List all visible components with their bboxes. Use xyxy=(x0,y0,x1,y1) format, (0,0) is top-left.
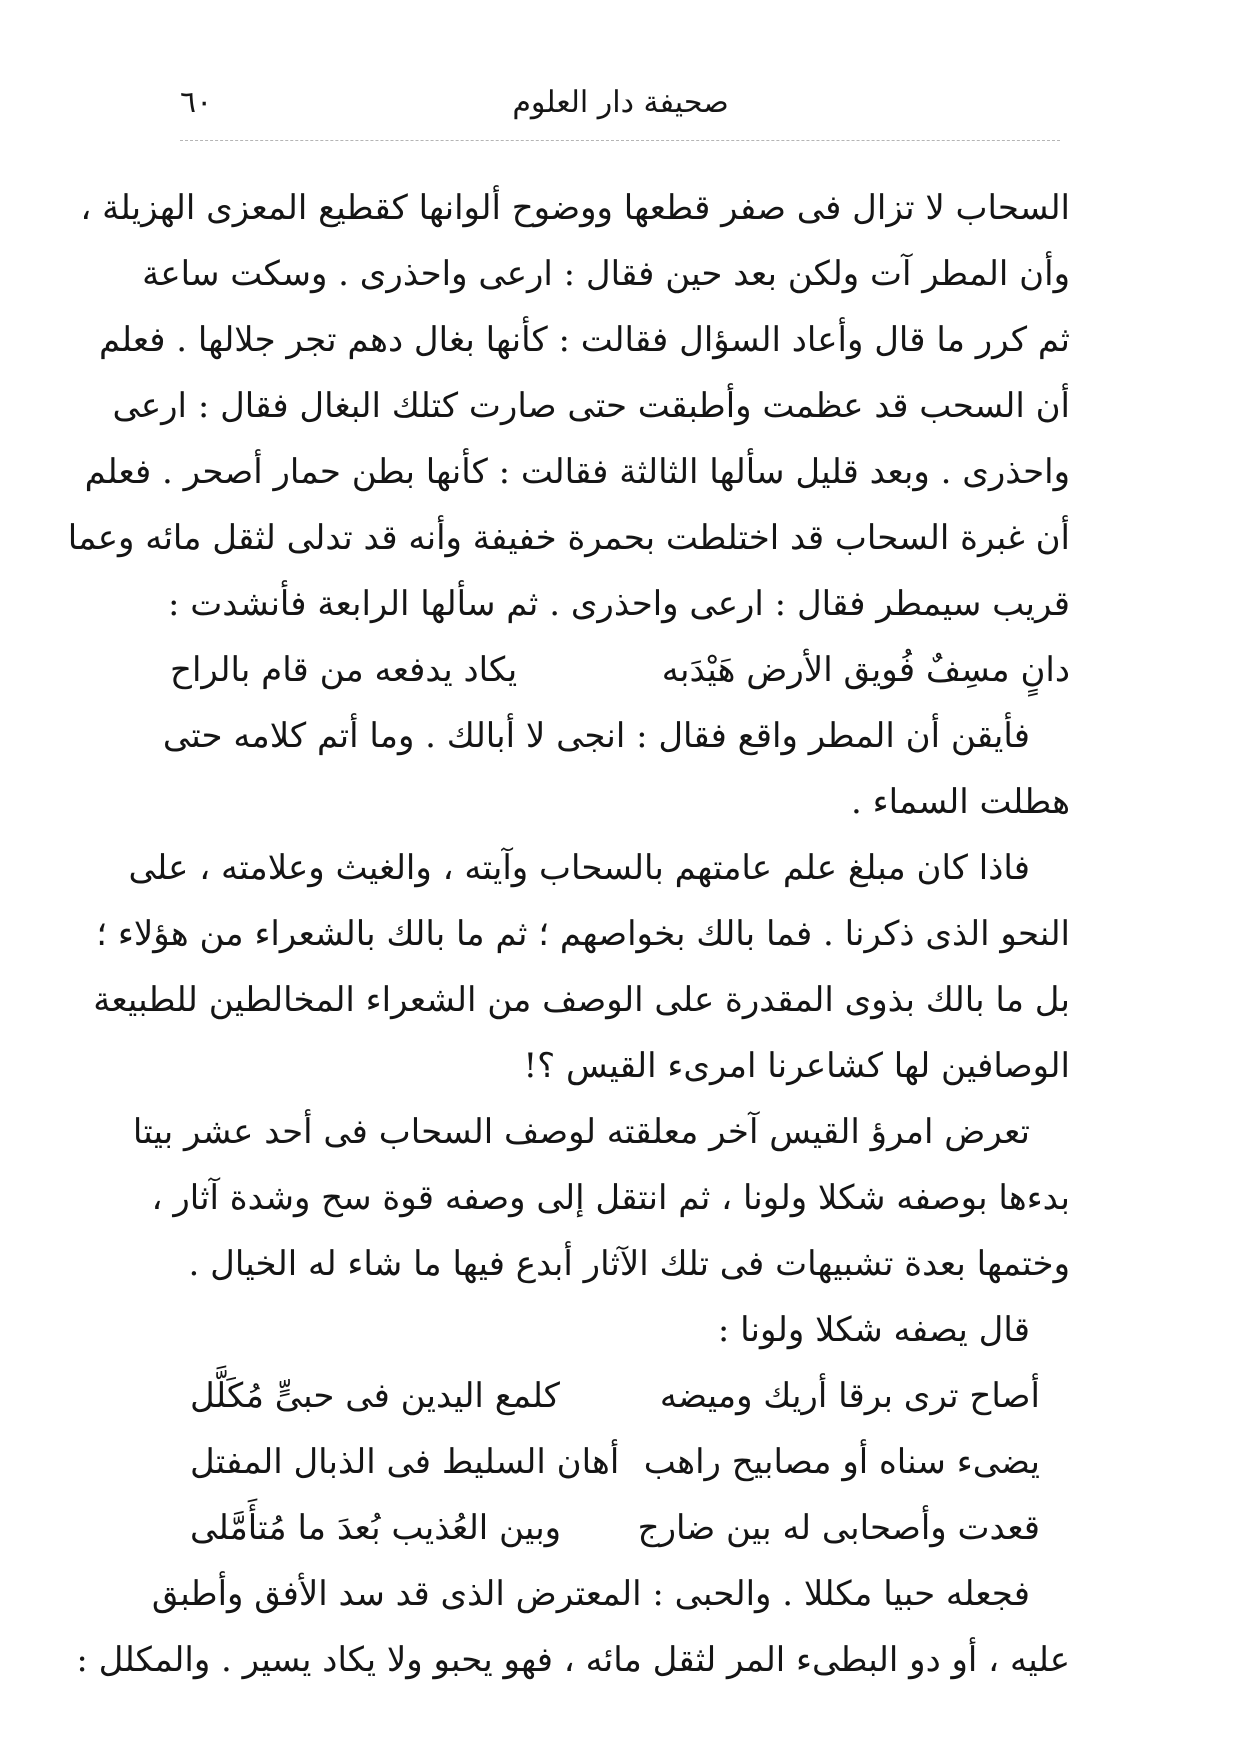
text-line: وختمها بعدة تشبيهات فى تلك الآثار أبدع فيها ما شاء له الخيال . xyxy=(188,1244,1070,1284)
verse-first-hemistich: يضىء سناه أو مصابيح راهب xyxy=(643,1442,1040,1482)
text-line: ثم كرر ما قال وأعاد السؤال فقالت : كأنها بغال دهم تجر جلالها . فعلم xyxy=(98,320,1070,360)
verse-line xyxy=(170,1363,1070,1429)
text-line: تعرض امرؤ القيس آخر معلقته لوصف السحاب فى أحد عشر بيتا xyxy=(132,1112,1030,1152)
text-line: بدءها بوصفه شكلا ولونا ، ثم انتقل إلى وصفه قوة سح وشدة آثار ، xyxy=(151,1178,1070,1218)
text-line: عليه ، أو دو البطىء المر لثقل مائه ، فهو يحبو ولا يكاد يسير . والمكلل : xyxy=(76,1640,1070,1680)
text-line: الوصافين لها كشاعرنا امرىء القيس ؟! xyxy=(523,1046,1070,1086)
verse-first-hemistich: أصاح ترى برقا أريك وميضه xyxy=(659,1376,1040,1416)
verse-line xyxy=(170,1495,1070,1561)
text-line: أن السحب قد عظمت وأطبقت حتى صارت كتلك البغال فقال : ارعى xyxy=(112,386,1070,426)
text-line: هطلت السماء . xyxy=(850,782,1070,822)
verse-first-hemistich: دانٍ مسِفٌ فُويق الأرض هَيْدَبه xyxy=(661,650,1070,690)
page-number: ٦٠ xyxy=(180,85,213,120)
running-title: صحيفة دار العلوم xyxy=(512,85,729,120)
text-line: بل ما بالك بذوى المقدرة على الوصف من الشعراء المخالطين للطبيعة xyxy=(93,980,1070,1020)
text-line: فاذا كان مبلغ علم عامتهم بالسحاب وآيته ، والغيث وعلامته ، على xyxy=(128,848,1030,888)
text-line: السحاب لا تزال فى صفر قطعها ووضوح ألوانها كقطيع المعزى الهزيلة ، xyxy=(80,188,1070,228)
text-line: وأن المطر آت ولكن بعد حين فقال : ارعى واحذرى . وسكت ساعة xyxy=(142,254,1070,294)
header-rule xyxy=(180,140,1060,141)
text-line: قريب سيمطر فقال : ارعى واحذرى . ثم سألها الرابعة فأنشدت : xyxy=(168,584,1070,624)
body-text xyxy=(67,175,1070,1693)
text-line: النحو الذى ذكرنا . فما بالك بخواصهم ؛ ثم ما بالك بالشعراء من هؤلاء ؛ xyxy=(96,914,1070,954)
page-header xyxy=(0,85,1241,130)
verse-line xyxy=(170,1429,1070,1495)
verse-second-hemistich: وبين العُذيب بُعدَ ما مُتأَمَّلى xyxy=(190,1508,562,1548)
verse-first-hemistich: قعدت وأصحابى له بين ضارج xyxy=(637,1508,1040,1548)
verse-second-hemistich: كلمع اليدين فى حبىٍّ مُكَلَّل xyxy=(190,1376,560,1416)
verse-line xyxy=(170,637,1070,703)
text-line: أن غبرة السحاب قد اختلطت بحمرة خفيفة وأنه قد تدلى لثقل مائه وعما xyxy=(67,518,1070,558)
verse-second-hemistich: أهان السليط فى الذبال المفتل xyxy=(190,1442,620,1482)
text-line: فأيقن أن المطر واقع فقال : انجى لا أبالك . وما أتم كلامه حتى xyxy=(162,716,1030,756)
text-line: واحذرى . وبعد قليل سألها الثالثة فقالت : كأنها بطن حمار أصحر . فعلم xyxy=(84,452,1070,492)
verse-intro: قال يصفه شكلا ولونا : xyxy=(717,1310,1030,1350)
text-line: فجعله حبيا مكللا . والحبى : المعترض الذى قد سد الأفق وأطبق xyxy=(151,1574,1030,1614)
verse-second-hemistich: يكاد يدفعه من قام بالراح xyxy=(170,650,518,690)
